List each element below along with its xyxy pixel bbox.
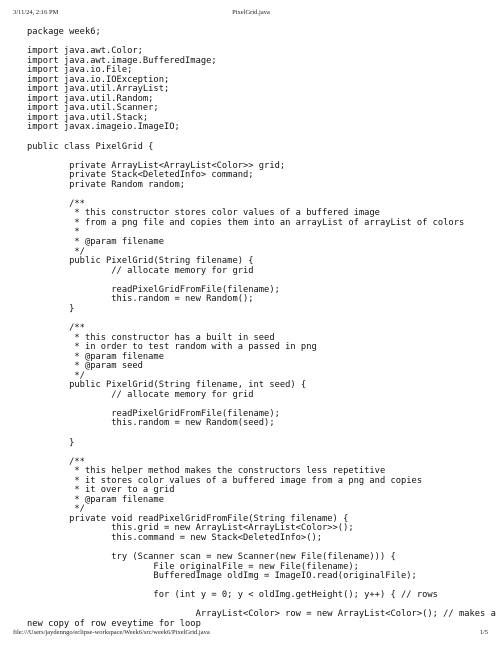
code-line [27,190,489,200]
code-line: public class PixelGrid { [27,141,154,152]
code-line: * this helper method makes the constructors less repetitive [27,466,386,477]
code-line: import java.util.Random; [27,93,154,104]
code-line: // allocate memory for grid [27,265,254,276]
code-line: private Random random; [27,179,186,190]
code-line: File originalFile = new File(filename); [27,561,359,572]
code-line: import java.util.Scanner; [27,103,159,114]
code-line: import javax.imageio.ImageIO; [27,122,180,133]
code-line: private void readPixelGridFromFile(String filename) { [27,513,349,524]
code-line: package week6; [27,27,101,37]
code-line: } [27,303,75,314]
code-line: for (int y = 0; y < oldImg.getHeight(); y++) { // rows [27,590,438,601]
code-line: /** [27,322,85,333]
document-title: PixelGrid.java [232,9,270,16]
code-line: * [27,227,80,238]
code-line: import java.awt.Color; [27,46,143,57]
page-number: 1/5 [479,629,488,636]
code-line: this.command = new Stack<DeletedInfo>(); [27,532,323,543]
code-line: * this constructor has a built in seed [27,332,275,343]
code-line: /** [27,456,85,467]
code-line: private Stack<DeletedInfo> command; [27,170,254,181]
code-line: import java.util.ArrayList; [27,84,170,95]
code-line: */ [27,246,85,257]
code-line: * @param seed [27,361,143,372]
code-line: BufferedImage oldImg = ImageIO.read(originalFile); [27,571,417,582]
code-line: */ [27,370,85,381]
code-line: private ArrayList<ArrayList<Color>> grid; [27,160,286,171]
code-line: * it stores color values of a buffered image from a png and copies [27,475,423,486]
code-line: * it over to a grid [27,485,175,496]
code-line [27,448,489,458]
code-line [27,314,489,324]
code-line: this.random = new Random(); [27,294,254,305]
code-line: * from a png file and copies them into an arrayList of arrayList of colors [27,217,465,228]
code-line: * @param filename [27,237,164,248]
code-line: import java.io.IOException; [27,74,170,85]
code-line: * in order to test random with a passed in png [27,342,317,353]
code-line: import java.io.File; [27,65,133,76]
code-line: * @param filename [27,494,164,505]
code-line: this.grid = new ArrayList<ArrayList<Color>>(); [27,523,354,534]
print-timestamp: 3/11/24, 2:16 PM [13,9,59,16]
code-line: try (Scanner scan = new Scanner(new File(filename))) { [27,552,396,563]
code-line: new copy of row eveytime for loop [27,618,201,629]
code-line: /** [27,198,85,209]
code-line: this.random = new Random(seed); [27,418,275,429]
code-line: // allocate memory for grid [27,389,254,400]
code-line: public PixelGrid(String filename, int seed) { [27,380,307,391]
file-path: file:///Users/jaydenngo/eclipse-workspace/Week6/src/week6/PixelGrid.java [13,629,210,636]
source-code-block [27,27,496,629]
code-line: readPixelGridFromFile(filename); [27,284,280,295]
code-line: import java.util.Stack; [27,112,149,123]
code-line: * @param filename [27,351,164,362]
code-line: * this constructor stores color values of a buffered image [27,208,380,219]
code-line [27,429,489,439]
code-line: } [27,437,75,448]
code-line: ArrayList<Color> row = new ArrayList<Color>(); // makes a [27,609,496,620]
code-line: public PixelGrid(String filename) { [27,256,254,267]
code-line: */ [27,504,85,515]
code-line: import java.awt.image.BufferedImage; [27,55,217,66]
code-line: readPixelGridFromFile(filename); [27,408,280,419]
